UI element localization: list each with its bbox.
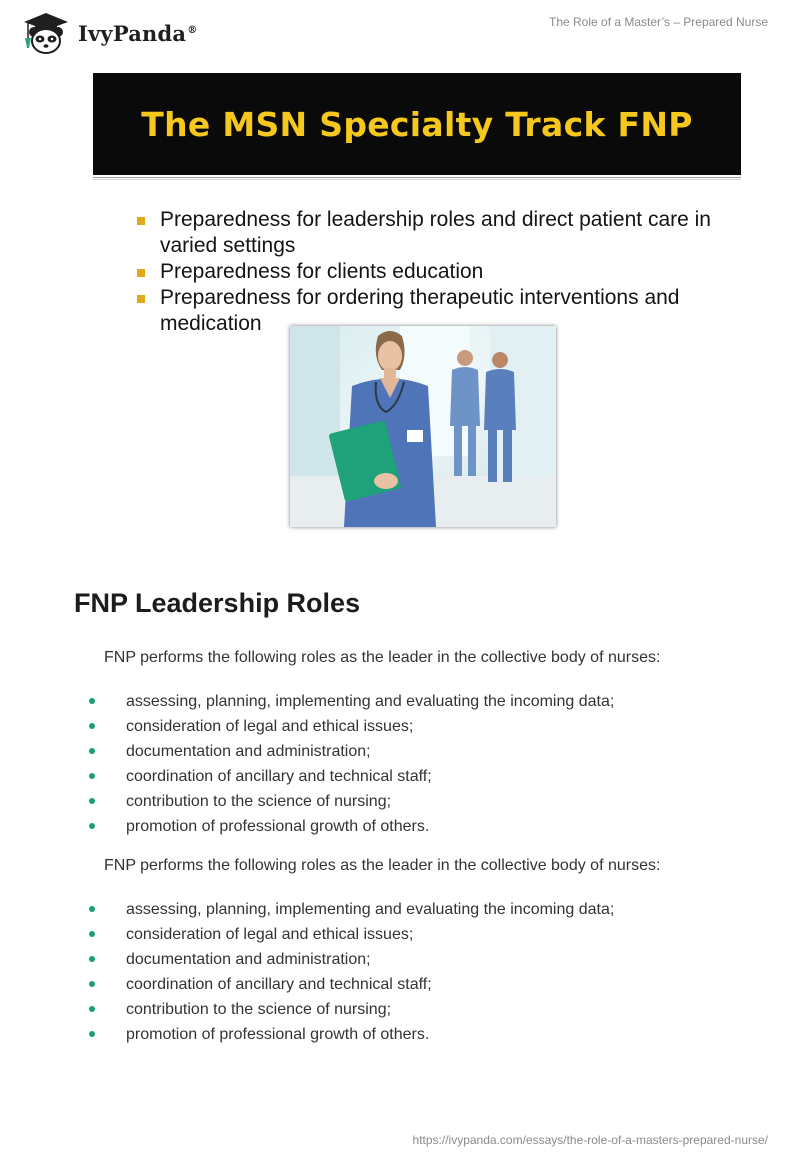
list-item: promotion of professional growth of others. — [88, 1022, 614, 1047]
panda-graduate-logo-icon — [18, 10, 74, 56]
bullet-dot-icon — [89, 981, 95, 987]
roles-list — [88, 689, 614, 839]
bullet-dot-icon — [89, 906, 95, 912]
square-bullet-icon — [137, 269, 145, 277]
slide-bullet: Preparedness for leadership roles and direct patient care in varied settings — [137, 207, 717, 259]
section-heading: FNP Leadership Roles — [74, 588, 361, 618]
site-logo[interactable] — [18, 10, 197, 56]
nurse-photo-illustration — [290, 326, 556, 527]
slide-banner — [93, 73, 741, 175]
bullet-dot-icon — [89, 798, 95, 804]
list-item: consideration of legal and ethical issues; — [88, 714, 614, 739]
list-item: documentation and administration; — [88, 947, 614, 972]
intro-paragraph: FNP performs the following roles as the leader in the collective body of nurses: — [104, 857, 661, 874]
bullet-dot-icon — [89, 1006, 95, 1012]
intro-paragraph: FNP performs the following roles as the leader in the collective body of nurses: — [104, 649, 661, 666]
list-item: documentation and administration; — [88, 739, 614, 764]
bullet-dot-icon — [89, 773, 95, 779]
nurse-photo — [290, 326, 556, 527]
square-bullet-icon — [137, 295, 145, 303]
logo-wordmark: IvyPanda® — [78, 20, 198, 46]
list-item: coordination of ancillary and technical staff; — [88, 972, 614, 997]
bullet-dot-icon — [89, 1031, 95, 1037]
list-item: contribution to the science of nursing; — [88, 789, 614, 814]
slide-title: The MSN Specialty Track FNP — [141, 104, 693, 144]
list-item: contribution to the science of nursing; — [88, 997, 614, 1022]
slide-bullet-list — [137, 207, 717, 337]
list-item: promotion of professional growth of others. — [88, 814, 614, 839]
slide-bullet: Preparedness for clients education — [137, 259, 717, 285]
bullet-dot-icon — [89, 823, 95, 829]
slide-divider — [93, 177, 741, 180]
bullet-dot-icon — [89, 931, 95, 937]
source-url-link[interactable]: https://ivypanda.com/essays/the-role-of-a-masters-prepared-nurse/ — [412, 1133, 768, 1147]
bullet-dot-icon — [89, 723, 95, 729]
roles-list — [88, 897, 614, 1047]
list-item: consideration of legal and ethical issues; — [88, 922, 614, 947]
document-title: The Role of a Master’s – Prepared Nurse — [549, 15, 768, 29]
bullet-dot-icon — [89, 956, 95, 962]
bullet-dot-icon — [89, 748, 95, 754]
list-item: coordination of ancillary and technical staff; — [88, 764, 614, 789]
square-bullet-icon — [137, 217, 145, 225]
list-item: assessing, planning, implementing and evaluating the incoming data; — [88, 689, 614, 714]
list-item: assessing, planning, implementing and evaluating the incoming data; — [88, 897, 614, 922]
bullet-dot-icon — [89, 698, 95, 704]
slide-bullet: Preparedness for ordering therapeutic interventions and medication — [137, 285, 717, 337]
